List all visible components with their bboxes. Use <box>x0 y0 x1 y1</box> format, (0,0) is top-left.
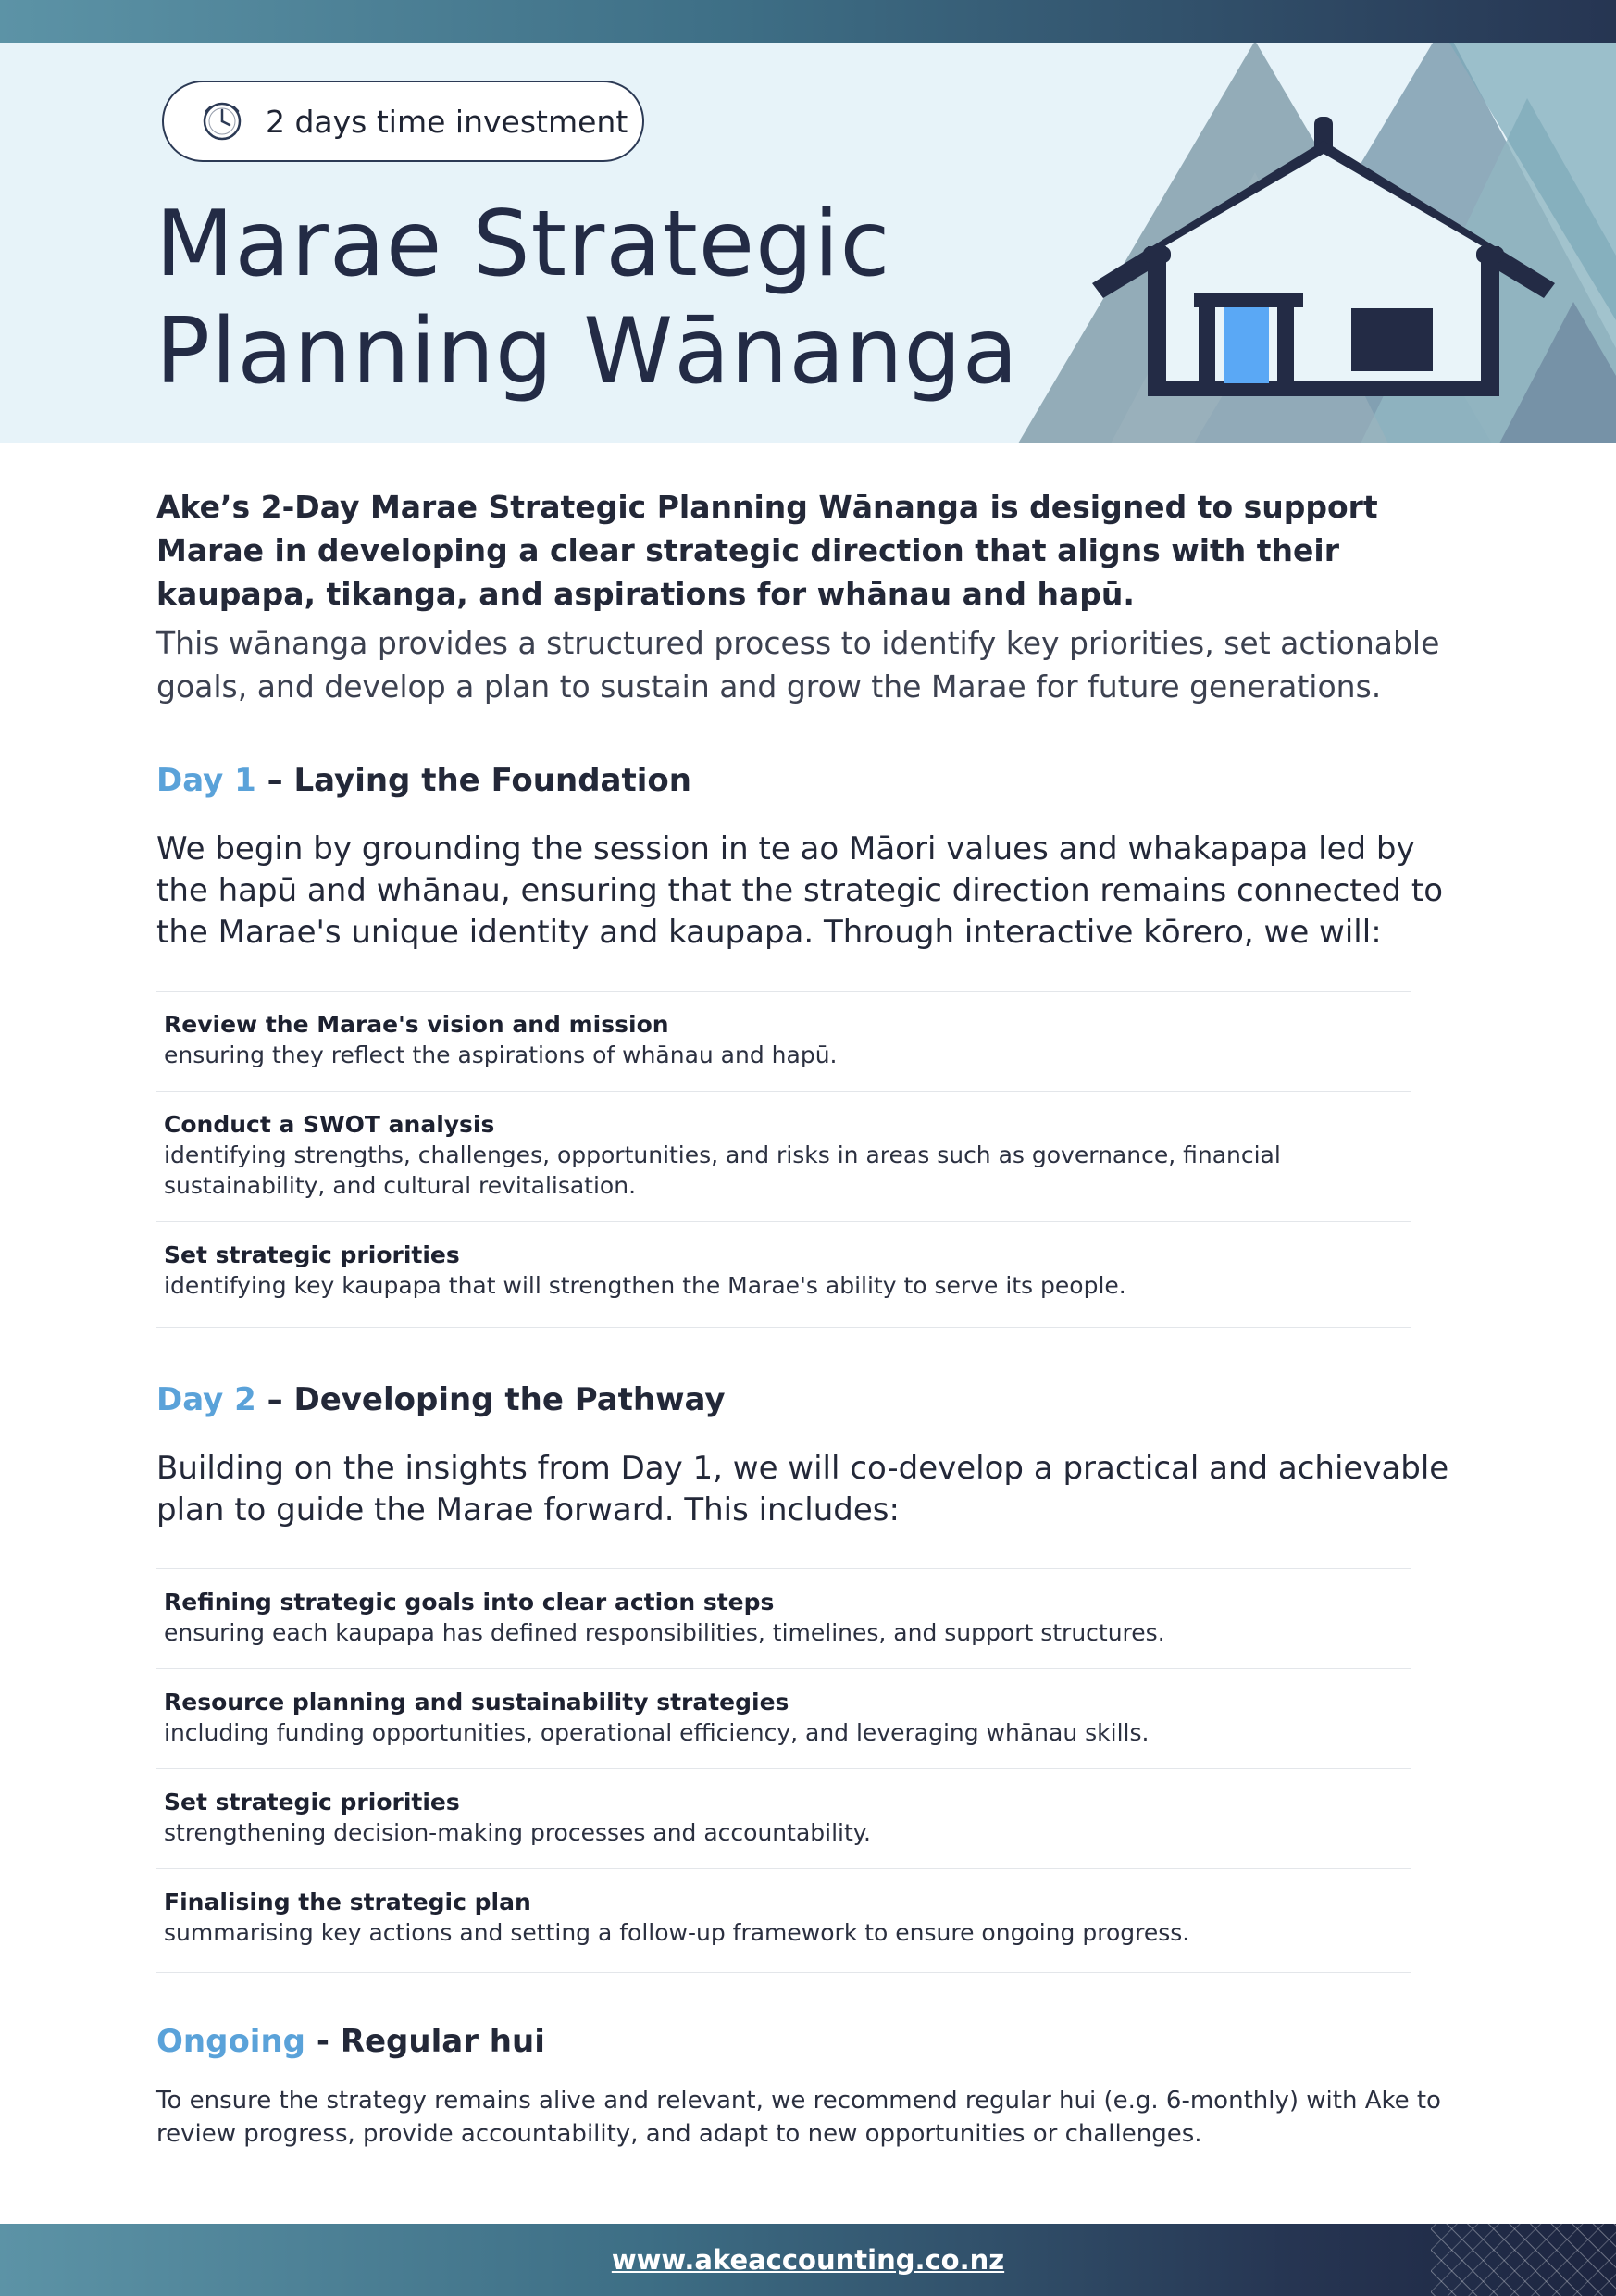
list-item <box>156 1092 1411 1222</box>
time-investment-badge <box>162 81 644 162</box>
day-2-title: Developing the Pathway <box>293 1381 726 1418</box>
day-2-separator: – <box>255 1381 294 1418</box>
activity-description: ensuring they reflect the aspirations of whānau and hapū. <box>164 1042 838 1068</box>
list-item <box>156 1669 1411 1769</box>
ongoing-title: Regular hui <box>340 2023 545 2060</box>
day-2-label: Day 2 <box>156 1381 256 1418</box>
activity-description: identifying key kaupapa that will strengthen the Marae's ability to serve its people. <box>164 1272 1126 1299</box>
time-investment-text: 2 days time investment <box>266 103 628 140</box>
activity-description: including funding opportunities, operational efficiency, and leveraging whānau skills. <box>164 1719 1150 1746</box>
activity-title: Review the Marae's vision and mission <box>164 1011 669 1038</box>
page-title <box>155 191 1044 406</box>
list-item <box>156 1769 1411 1869</box>
activity-description: ensuring each kaupapa has defined responsibilities, timelines, and support structures. <box>164 1619 1165 1646</box>
ongoing-label: Ongoing <box>156 2023 306 2060</box>
activity-title: Refining strategic goals into clear action steps <box>164 1589 775 1616</box>
main-content <box>156 485 1471 2151</box>
activity-title: Set strategic priorities <box>164 1242 460 1268</box>
day-1-title: Laying the Foundation <box>293 762 691 799</box>
ongoing-separator: - <box>305 2023 341 2060</box>
day-2-intro: Building on the insights from Day 1, we will co-develop a practical and achievable plan to guide the Marae forward. This includes: <box>156 1450 1449 1529</box>
weave-pattern-icon <box>1431 2224 1616 2296</box>
ongoing-section <box>156 2023 1471 2151</box>
intro-summary: Ake’s 2-Day Marae Strategic Planning Wānanga is designed to support Marae in developing a clear strategic direction that aligns with their kaupapa, tikanga, and aspirations for whānau and hapū. <box>156 489 1378 612</box>
day-1-separator: – <box>255 762 294 799</box>
hero-header <box>0 43 1616 443</box>
clock-icon <box>201 100 243 143</box>
day-1-section <box>156 762 1471 1328</box>
activity-description: identifying strengths, challenges, opportunities, and risks in areas such as governance, financial sustainability, and cultural revitalisation. <box>164 1142 1281 1199</box>
activity-title: Set strategic priorities <box>164 1789 460 1816</box>
day-2-section <box>156 1381 1471 1973</box>
day-2-heading <box>156 1381 1471 1418</box>
activity-title: Resource planning and sustainability strategies <box>164 1689 789 1716</box>
day-2-activity-list <box>156 1568 1411 1973</box>
activity-description: strengthening decision-making processes and accountability. <box>164 1819 871 1846</box>
website-link[interactable]: www.akeaccounting.co.nz <box>611 2244 1005 2276</box>
ongoing-description: To ensure the strategy remains alive and relevant, we recommend regular hui (e.g. 6-monthly) with Ake to review progress, provide accountability, and adapt to new opportunities or challenges. <box>156 2087 1441 2148</box>
page-title-line-2: Planning Wānanga <box>155 299 1019 405</box>
top-banner-strip <box>0 0 1616 43</box>
list-item <box>156 1869 1411 1973</box>
marae-house-icon <box>1092 117 1555 436</box>
list-item <box>156 992 1411 1092</box>
footer-bar <box>0 2224 1616 2296</box>
list-item <box>156 1222 1411 1328</box>
activity-title: Finalising the strategic plan <box>164 1889 531 1915</box>
activity-title: Conduct a SWOT analysis <box>164 1111 495 1138</box>
day-1-activity-list <box>156 991 1411 1328</box>
list-item <box>156 1569 1411 1669</box>
activity-description: summarising key actions and setting a follow-up framework to ensure ongoing progress. <box>164 1919 1190 1946</box>
intro-description: This wānanga provides a structured process to identify key priorities, set actionable goals, and develop a plan to sustain and grow the Marae for future generations. <box>156 625 1440 705</box>
day-1-heading <box>156 762 1471 799</box>
day-1-label: Day 1 <box>156 762 256 799</box>
ongoing-heading <box>156 2023 1471 2060</box>
page-title-line-1: Marae Strategic <box>155 192 891 297</box>
day-1-intro: We begin by grounding the session in te ao Māori values and whakapapa led by the hapū and whānau, ensuring that the strategic direction remains connected to the Marae's unique identity and kaupapa. Through interactive kōrero, we will: <box>156 830 1444 951</box>
